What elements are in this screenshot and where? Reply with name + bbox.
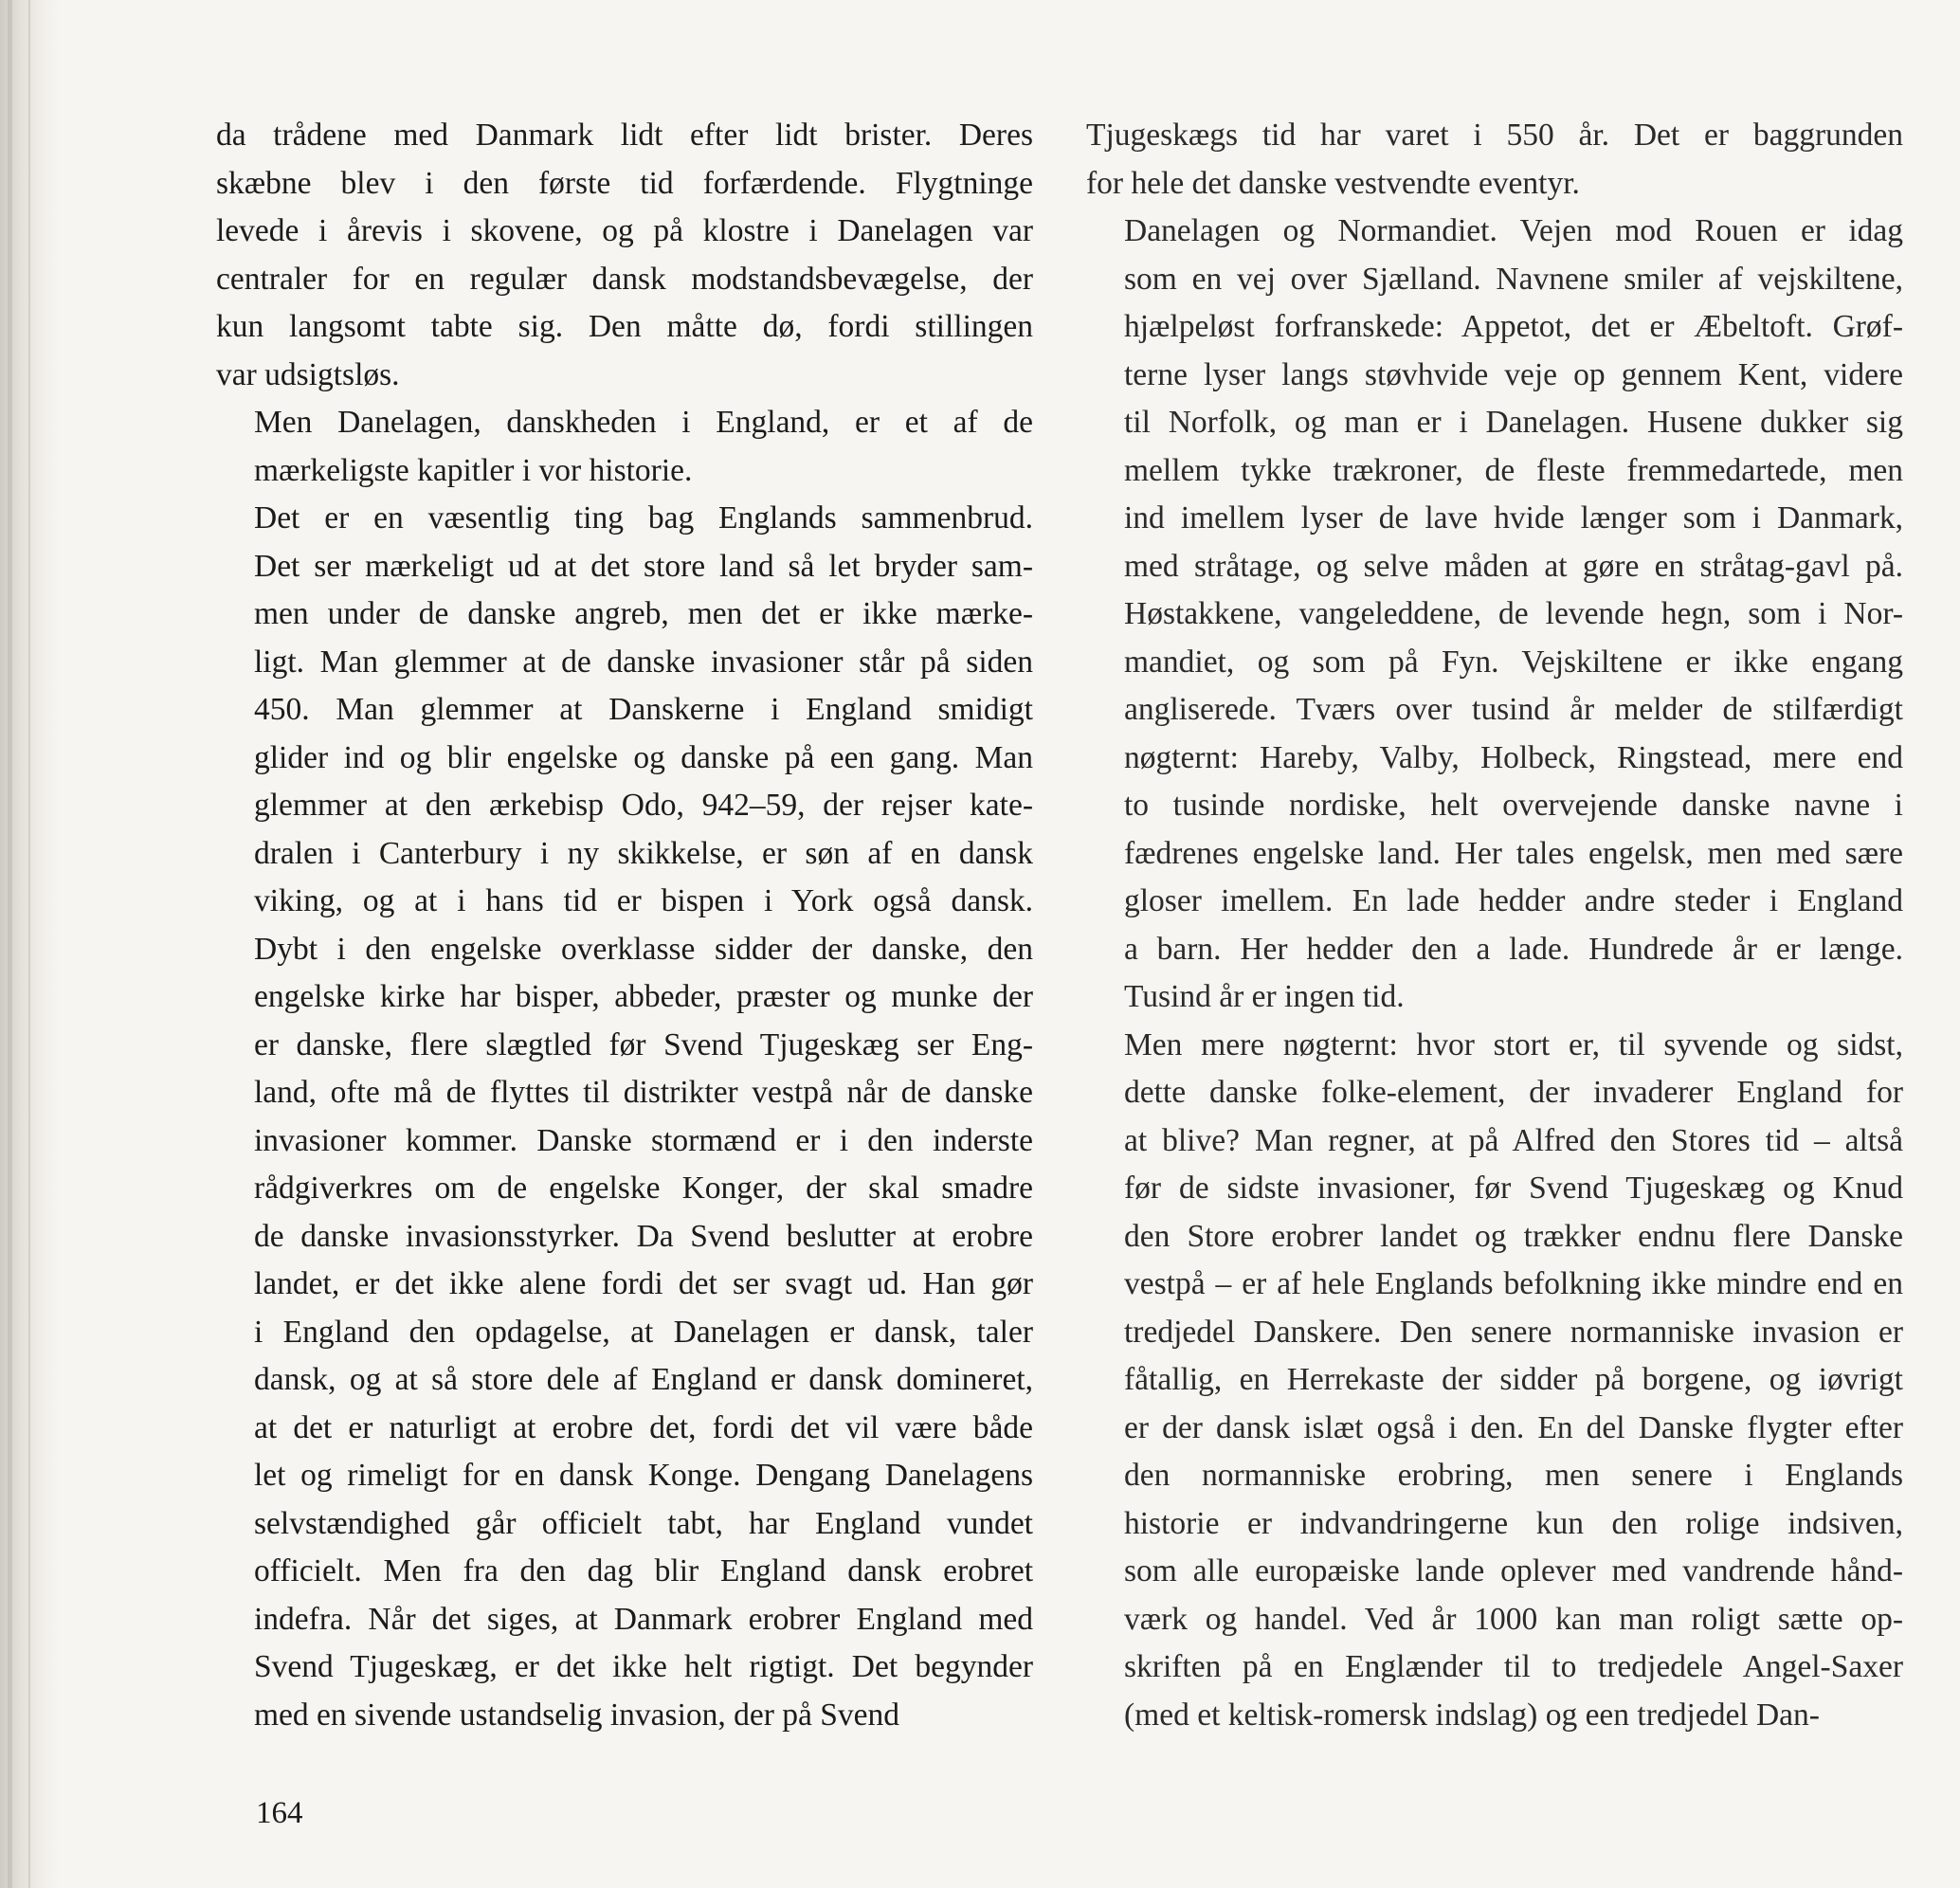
paragraph — [1086, 112, 1903, 208]
text-line: nøgternt: Hareby, Valby, Holbeck, Ringstead, mere end — [1124, 739, 1903, 775]
text-line: kun langsomt tabte sig. Den måtte dø, fordi stillingen — [216, 309, 1033, 344]
right-text-column — [1086, 112, 1903, 1739]
paragraph — [216, 399, 1033, 495]
text-line: historie er indvandringerne kun den rolige indsiven, — [1124, 1505, 1903, 1541]
text-line: er der dansk islæt også i den. En del Danske flygter efter — [1124, 1409, 1903, 1445]
text-line: med en sivende ustandselig invasion, der på Svend — [254, 1697, 900, 1733]
text-line: viking, og at i hans tid er bispen i York også dansk. — [254, 883, 1033, 918]
text-line: 450. Man glemmer at Danskerne i England smidigt — [254, 692, 1033, 727]
text-line: land, ofte må de flyttes til distrikter vestpå når de danske — [254, 1075, 1033, 1110]
text-line: (med et keltisk-romersk indslag) og een tredjedel Dan- — [1124, 1697, 1820, 1733]
text-line: Danelagen og Normandiet. Vejen mod Rouen er idag — [1124, 213, 1903, 248]
text-line: rådgiverkres om de engelske Konger, der skal smadre — [254, 1171, 1033, 1206]
text-line: den Store erobrer landet og trækker endnu flere Danske — [1124, 1218, 1903, 1254]
text-line: gloser imellem. En lade hedder andre steder i England — [1124, 883, 1903, 918]
text-line: den normanniske erobring, men senere i Englands — [1124, 1458, 1903, 1493]
text-line: for hele det danske vestvendte eventyr. — [1086, 165, 1580, 201]
text-line: til Norfolk, og man er i Danelagen. Husene dukker sig — [1124, 405, 1903, 440]
text-line: Det ser mærkeligt ud at det store land så let bryder sam- — [254, 548, 1033, 584]
text-line: Det er en væsentlig ting bag Englands sammenbrud. — [254, 500, 1033, 536]
text-line: skriften på en Englænder til to tredjedele Angel-Saxer — [1124, 1649, 1903, 1684]
text-line: mærkeligste kapitler i vor historie. — [254, 452, 693, 488]
text-line: glemmer at den ærkebisp Odo, 942–59, der rejser kate- — [254, 788, 1033, 823]
text-line: officielt. Men fra den dag blir England dansk erobret — [254, 1553, 1033, 1588]
text-line: med stråtage, og selve måden at gøre en stråtag-gavl på. — [1124, 548, 1903, 584]
text-line: ind imellem lyser de lave hvide længer som i Danmark, — [1124, 500, 1903, 536]
text-line: mandiet, og som på Fyn. Vejskiltene er ikke engang — [1124, 644, 1903, 680]
text-line: skæbne blev i den første tid forfærdende. Flygtninge — [216, 165, 1033, 201]
text-line: invasioner kommer. Danske stormænd er i den inderste — [254, 1122, 1033, 1158]
text-line: Svend Tjugeskæg, er det ikke helt rigtigt. Det begynder — [254, 1649, 1033, 1684]
text-line: Tusind år er ingen tid. — [1124, 979, 1405, 1014]
text-line: at det er naturligt at erobre det, fordi det vil være både — [254, 1409, 1033, 1445]
paragraph — [216, 495, 1033, 1739]
page-number: 164 — [256, 1796, 303, 1830]
text-line: a barn. Her hedder den a lade. Hundrede år er længe. — [1124, 931, 1903, 967]
text-line: Dybt i den engelske overklasse sidder der danske, den — [254, 931, 1033, 967]
paragraph — [1086, 208, 1903, 1022]
left-text-column — [216, 112, 1033, 1739]
text-line: at blive? Man regner, at på Alfred den Stores tid – altså — [1124, 1122, 1903, 1158]
text-line: fædrenes engelske land. Her tales engelsk, men med sære — [1124, 835, 1903, 871]
text-line: fåtallig, en Herrekaste der sidder på borgene, og iøvrigt — [1124, 1362, 1903, 1397]
text-line: men under de danske angreb, men det er ikke mærke- — [254, 596, 1033, 631]
text-line: før de sidste invasioner, før Svend Tjugeskæg og Knud — [1124, 1171, 1903, 1206]
text-line: hjælpeløst forfranskede: Appetot, det er Æbeltoft. Grøf- — [1124, 309, 1903, 344]
text-line: Men Danelagen, danskheden i England, er et af de — [254, 405, 1033, 440]
text-line: engelske kirke har bisper, abbeder, præster og munke der — [254, 979, 1033, 1014]
paragraph — [1086, 1022, 1903, 1740]
text-line: vestpå – er af hele Englands befolkning ikke mindre end en — [1124, 1266, 1903, 1301]
text-line: to tusinde nordiske, helt overvejende danske navne i — [1124, 788, 1903, 823]
text-line: angliserede. Tværs over tusind år melder de stilfærdigt — [1124, 692, 1903, 727]
text-line: Høstakkene, vangeleddene, de levende hegn, som i Nor- — [1124, 596, 1903, 631]
text-line: glider ind og blir engelske og danske på een gang. Man — [254, 739, 1033, 775]
text-line: selvstændighed går officielt tabt, har England vundet — [254, 1505, 1033, 1541]
text-line: tredjedel Danskere. Den senere normanniske invasion er — [1124, 1314, 1903, 1350]
text-line: landet, er det ikke alene fordi det ser svagt ud. Han gør — [254, 1266, 1033, 1301]
text-line: dette danske folke-element, der invaderer England for — [1124, 1075, 1903, 1110]
text-line: ligt. Man glemmer at de danske invasioner står på siden — [254, 644, 1033, 680]
page-gutter-edge — [8, 0, 12, 1888]
text-line: mellem tykke trækroner, de fleste fremmedartede, men — [1124, 452, 1903, 488]
text-line: de danske invasionsstyrker. Da Svend beslutter at erobre — [254, 1218, 1033, 1254]
text-line: som en vej over Sjælland. Navnene smiler af vejskiltene, — [1124, 261, 1903, 297]
text-line: dansk, og at så store dele af England er dansk domineret, — [254, 1362, 1033, 1397]
text-line: værk og handel. Ved år 1000 kan man roligt sætte op- — [1124, 1601, 1903, 1637]
paragraph — [216, 112, 1033, 399]
text-line: da trådene med Danmark lidt efter lidt brister. Deres — [216, 118, 1033, 153]
text-line: indefra. Når det siges, at Danmark erobrer England med — [254, 1601, 1033, 1637]
text-line: levede i årevis i skovene, og på klostre i Danelagen var — [216, 213, 1033, 248]
text-line: som alle europæiske lande oplever med vandrende hånd- — [1124, 1553, 1903, 1588]
text-line: centraler for en regulær dansk modstandsbevægelse, der — [216, 261, 1033, 297]
text-line: Men mere nøgternt: hvor stort er, til syvende og sidst, — [1124, 1026, 1903, 1062]
text-line: var udsigtsløs. — [216, 356, 400, 392]
page-gutter-line — [28, 0, 30, 1888]
text-line: Tjugeskægs tid har varet i 550 år. Det er baggrunden — [1086, 118, 1903, 153]
text-line: i England den opdagelse, at Danelagen er dansk, taler — [254, 1314, 1033, 1350]
text-line: dralen i Canterbury i ny skikkelse, er søn af en dansk — [254, 835, 1033, 871]
text-line: terne lyser langs støvhvide veje op gennem Kent, videre — [1124, 356, 1903, 392]
text-line: let og rimeligt for en dansk Konge. Dengang Danelagens — [254, 1458, 1033, 1493]
text-line: er danske, flere slægtled før Svend Tjugeskæg ser Eng- — [254, 1026, 1033, 1062]
